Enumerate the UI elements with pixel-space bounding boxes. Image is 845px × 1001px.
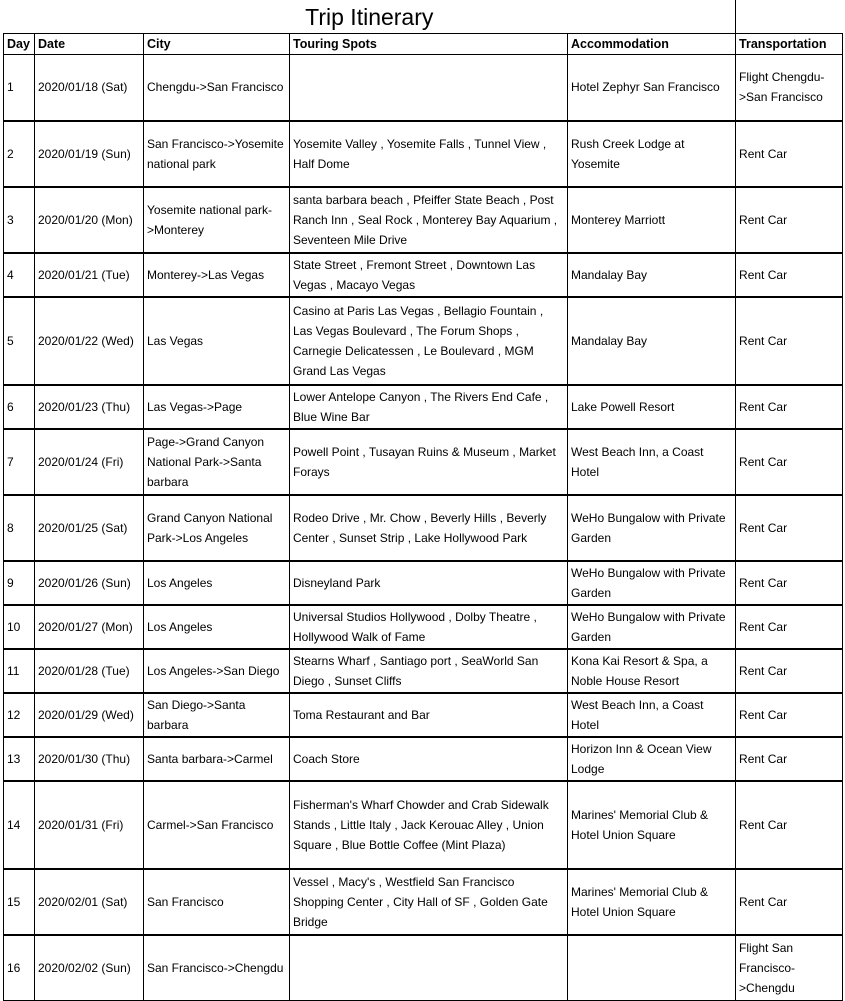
table-row [4, 935, 843, 1001]
header-accommodation: Accommodation [568, 34, 736, 55]
day-cell: 6 [4, 385, 35, 429]
transportation-cell: Rent Car [736, 385, 843, 429]
transportation-cell: Flight San Francisco->Chengdu [736, 935, 843, 1001]
date-cell: 2020/01/31 (Fri) [35, 781, 144, 869]
date-cell: 2020/01/23 (Thu) [35, 385, 144, 429]
city-cell: San Francisco [144, 869, 290, 935]
city-cell: San Francisco->Chengdu [144, 935, 290, 1001]
day-cell: 11 [4, 649, 35, 693]
table-row [4, 781, 843, 869]
touring-spots-cell: santa barbara beach , Pfeiffer State Beach , Post Ranch Inn , Seal Rock , Monterey Bay Aquarium , Seventeen Mile Drive [290, 187, 568, 253]
table-row [4, 429, 843, 495]
city-cell: Los Angeles [144, 561, 290, 605]
table-row [4, 561, 843, 605]
touring-spots-cell: Powell Point , Tusayan Ruins & Museum , Market Forays [290, 429, 568, 495]
city-cell: Santa barbara->Carmel [144, 737, 290, 781]
transportation-cell: Rent Car [736, 187, 843, 253]
city-cell: Chengdu->San Francisco [144, 55, 290, 121]
touring-spots-cell: Coach Store [290, 737, 568, 781]
accommodation-cell [568, 935, 736, 1001]
table-row [4, 495, 843, 561]
table-row [4, 187, 843, 253]
date-cell: 2020/01/29 (Wed) [35, 693, 144, 737]
date-cell: 2020/01/26 (Sun) [35, 561, 144, 605]
day-cell: 15 [4, 869, 35, 935]
transportation-cell: Rent Car [736, 781, 843, 869]
date-cell: 2020/01/20 (Mon) [35, 187, 144, 253]
table-row [4, 737, 843, 781]
touring-spots-cell: Disneyland Park [290, 561, 568, 605]
accommodation-cell: Mandalay Bay [568, 253, 736, 297]
accommodation-cell: WeHo Bungalow with Private Garden [568, 495, 736, 561]
transportation-cell: Rent Car [736, 605, 843, 649]
date-cell: 2020/01/21 (Tue) [35, 253, 144, 297]
sheet-title: Trip Itinerary [4, 0, 736, 34]
day-cell: 13 [4, 737, 35, 781]
touring-spots-cell: Yosemite Valley , Yosemite Falls , Tunnel View , Half Dome [290, 121, 568, 187]
date-cell: 2020/01/30 (Thu) [35, 737, 144, 781]
transportation-cell: Rent Car [736, 253, 843, 297]
header-day: Day [4, 34, 35, 55]
date-cell: 2020/01/24 (Fri) [35, 429, 144, 495]
touring-spots-cell: Vessel , Macy's , Westfield San Francisco Shopping Center , City Hall of SF , Golden Gate Bridge [290, 869, 568, 935]
transportation-cell: Rent Car [736, 495, 843, 561]
city-cell: Las Vegas->Page [144, 385, 290, 429]
table-row [4, 385, 843, 429]
date-cell: 2020/01/19 (Sun) [35, 121, 144, 187]
touring-spots-cell: Universal Studios Hollywood , Dolby Theatre , Hollywood Walk of Fame [290, 605, 568, 649]
accommodation-cell: Marines' Memorial Club & Hotel Union Square [568, 869, 736, 935]
transportation-cell: Rent Car [736, 869, 843, 935]
touring-spots-cell: Lower Antelope Canyon , The Rivers End Cafe , Blue Wine Bar [290, 385, 568, 429]
day-cell: 3 [4, 187, 35, 253]
header-touring-spots: Touring Spots [290, 34, 568, 55]
day-cell: 1 [4, 55, 35, 121]
date-cell: 2020/01/22 (Wed) [35, 297, 144, 385]
transportation-cell: Rent Car [736, 561, 843, 605]
header-city: City [144, 34, 290, 55]
date-cell: 2020/01/25 (Sat) [35, 495, 144, 561]
transportation-cell: Rent Car [736, 121, 843, 187]
day-cell: 10 [4, 605, 35, 649]
table-row [4, 55, 843, 121]
date-cell: 2020/01/18 (Sat) [35, 55, 144, 121]
city-cell: San Diego->Santa barbara [144, 693, 290, 737]
title-row [4, 0, 843, 34]
accommodation-cell: Mandalay Bay [568, 297, 736, 385]
day-cell: 14 [4, 781, 35, 869]
table-row [4, 253, 843, 297]
city-cell: Monterey->Las Vegas [144, 253, 290, 297]
accommodation-cell: Lake Powell Resort [568, 385, 736, 429]
touring-spots-cell: State Street , Fremont Street , Downtown Las Vegas , Macayo Vegas [290, 253, 568, 297]
touring-spots-cell: Casino at Paris Las Vegas , Bellagio Fountain , Las Vegas Boulevard , The Forum Shops , Carnegie Delicatessen , Le Boulevard , MGM Grand Las Vegas [290, 297, 568, 385]
accommodation-cell: Rush Creek Lodge at Yosemite [568, 121, 736, 187]
table-row [4, 121, 843, 187]
header-row [4, 34, 843, 55]
city-cell: Page->Grand Canyon National Park->Santa barbara [144, 429, 290, 495]
city-cell: Las Vegas [144, 297, 290, 385]
day-cell: 2 [4, 121, 35, 187]
transportation-cell: Rent Car [736, 693, 843, 737]
table-row [4, 297, 843, 385]
itinerary-table [3, 0, 843, 1001]
day-cell: 8 [4, 495, 35, 561]
touring-spots-cell: Fisherman's Wharf Chowder and Crab Sidewalk Stands , Little Italy , Jack Kerouac Alley , Union Square , Blue Bottle Coffee (Mint Plaza) [290, 781, 568, 869]
day-cell: 5 [4, 297, 35, 385]
day-cell: 9 [4, 561, 35, 605]
transportation-cell: Rent Car [736, 429, 843, 495]
table-row [4, 693, 843, 737]
accommodation-cell: Horizon Inn & Ocean View Lodge [568, 737, 736, 781]
transportation-cell: Flight Chengdu->San Francisco [736, 55, 843, 121]
date-cell: 2020/01/27 (Mon) [35, 605, 144, 649]
date-cell: 2020/01/28 (Tue) [35, 649, 144, 693]
date-cell: 2020/02/02 (Sun) [35, 935, 144, 1001]
accommodation-cell: WeHo Bungalow with Private Garden [568, 605, 736, 649]
accommodation-cell: Monterey Marriott [568, 187, 736, 253]
accommodation-cell: Kona Kai Resort & Spa, a Noble House Resort [568, 649, 736, 693]
day-cell: 4 [4, 253, 35, 297]
touring-spots-cell [290, 935, 568, 1001]
transportation-cell: Rent Car [736, 649, 843, 693]
itinerary-rows [4, 55, 843, 1001]
touring-spots-cell: Rodeo Drive , Mr. Chow , Beverly Hills , Beverly Center , Sunset Strip , Lake Hollywood Park [290, 495, 568, 561]
transportation-cell: Rent Car [736, 737, 843, 781]
accommodation-cell: West Beach Inn, a Coast Hotel [568, 693, 736, 737]
touring-spots-cell: Toma Restaurant and Bar [290, 693, 568, 737]
accommodation-cell: West Beach Inn, a Coast Hotel [568, 429, 736, 495]
accommodation-cell: WeHo Bungalow with Private Garden [568, 561, 736, 605]
city-cell: Carmel->San Francisco [144, 781, 290, 869]
city-cell: Grand Canyon National Park->Los Angeles [144, 495, 290, 561]
table-row [4, 869, 843, 935]
header-transportation: Transportation [736, 34, 843, 55]
city-cell: San Francisco->Yosemite national park [144, 121, 290, 187]
transportation-cell: Rent Car [736, 297, 843, 385]
city-cell: Los Angeles [144, 605, 290, 649]
table-row [4, 605, 843, 649]
day-cell: 12 [4, 693, 35, 737]
date-cell: 2020/02/01 (Sat) [35, 869, 144, 935]
day-cell: 16 [4, 935, 35, 1001]
accommodation-cell: Hotel Zephyr San Francisco [568, 55, 736, 121]
day-cell: 7 [4, 429, 35, 495]
touring-spots-cell [290, 55, 568, 121]
table-row [4, 649, 843, 693]
city-cell: Los Angeles->San Diego [144, 649, 290, 693]
title-spacer [736, 0, 843, 34]
header-date: Date [35, 34, 144, 55]
accommodation-cell: Marines' Memorial Club & Hotel Union Square [568, 781, 736, 869]
touring-spots-cell: Stearns Wharf , Santiago port , SeaWorld San Diego , Sunset Cliffs [290, 649, 568, 693]
city-cell: Yosemite national park->Monterey [144, 187, 290, 253]
